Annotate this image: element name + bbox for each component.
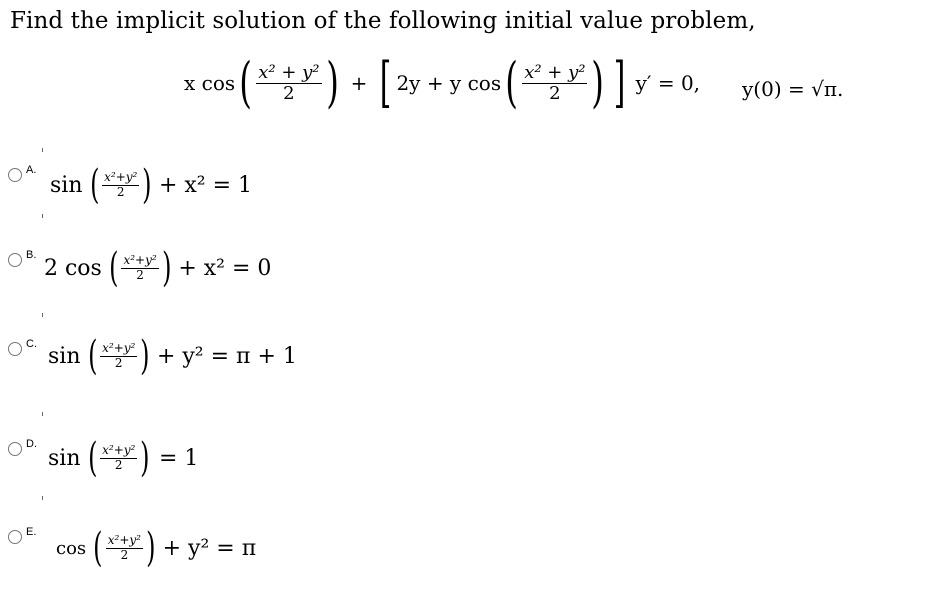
separator-tick	[42, 412, 43, 416]
option-a-num: x²+y²	[104, 170, 138, 185]
option-a-den: 2	[116, 184, 125, 199]
option-d-num: x²+y²	[102, 443, 136, 458]
eq-fraction-1	[256, 63, 321, 104]
option-b-letter: B.	[26, 249, 37, 261]
option-e-den: 2	[120, 547, 129, 562]
eq-right-paren: )	[325, 51, 339, 114]
separator-tick	[42, 496, 43, 500]
eq-right-paren-2: )	[591, 51, 605, 114]
option-c-radio[interactable]	[8, 342, 22, 356]
option-c-num: x²+y²	[102, 341, 136, 356]
option-c-expression: sin ( $\frac{\text{x²+y²}}{2}$ ) + y² = π + 1	[48, 333, 297, 379]
option-e-prefix: cos	[56, 537, 87, 559]
option-e-radio[interactable]	[8, 530, 22, 544]
option-b-den: 2	[136, 267, 144, 282]
eq-after-bracket: y′ = 0,	[635, 71, 701, 95]
eq-fraction-2-den: 2	[549, 82, 561, 104]
option-b-radio[interactable]	[8, 253, 22, 267]
option-b-expression: 2 cos ( $\frac{\text{x²+y²}}{2}$ ) + x² = 0	[44, 245, 272, 291]
option-a-prefix: sin	[50, 172, 83, 198]
option-b-num: x²+y²	[123, 253, 157, 268]
separator-tick	[42, 148, 43, 152]
option-e-expression: cos ( $\frac{\text{x²+y²}}{2}$ ) + y² = π	[56, 525, 257, 571]
eq-term1-coef: x cos	[184, 71, 236, 95]
option-c-letter: C.	[26, 338, 37, 350]
option-a-radio[interactable]	[8, 168, 22, 182]
eq-plus: +	[350, 71, 368, 95]
eq-fraction-2	[522, 63, 587, 104]
option-c-prefix: sin	[48, 343, 81, 369]
option-b-prefix: 2 cos	[44, 255, 102, 281]
option-d-expression: sin ( $\frac{\text{x²+y²}}{2}$ ) = 1	[48, 435, 199, 481]
initial-condition: y(0) = √π.	[742, 77, 844, 101]
eq-right-bracket: ]	[613, 51, 625, 114]
question-prompt: Find the implicit solution of the following initial value problem,	[10, 8, 756, 34]
eq-fraction-1-num: x² + y²	[258, 61, 320, 83]
option-d-radio[interactable]	[8, 442, 22, 456]
eq-fraction-1-den: 2	[283, 82, 295, 104]
option-a-letter: A.	[26, 164, 37, 176]
option-d-letter: D.	[26, 438, 37, 450]
option-c-den: 2	[114, 355, 123, 370]
eq-left-bracket: [	[380, 51, 392, 114]
option-d-suffix: = 1	[158, 445, 199, 471]
eq-left-paren-2: (	[505, 51, 518, 114]
option-e-letter: E.	[26, 526, 37, 538]
main-equation	[184, 51, 701, 114]
eq-fraction-2-num: x² + y²	[524, 61, 586, 83]
separator-tick	[42, 214, 43, 218]
eq-left-paren: (	[239, 51, 253, 114]
option-d-den: 2	[114, 457, 123, 472]
option-a-expression: sin ( $\frac{\text{x²+y²}}{2}$ ) + x² = 1	[50, 162, 253, 208]
option-b-suffix: + x² = 0	[178, 255, 272, 281]
separator-tick	[42, 313, 43, 317]
option-a-suffix: + x² = 1	[158, 172, 253, 198]
eq-bracket-inner: 2y + y cos	[396, 71, 502, 95]
option-e-suffix: + y² = π	[162, 535, 257, 561]
option-c-suffix: + y² = π + 1	[156, 343, 297, 369]
option-d-prefix: sin	[48, 445, 81, 471]
option-e-num: x²+y²	[107, 533, 141, 548]
